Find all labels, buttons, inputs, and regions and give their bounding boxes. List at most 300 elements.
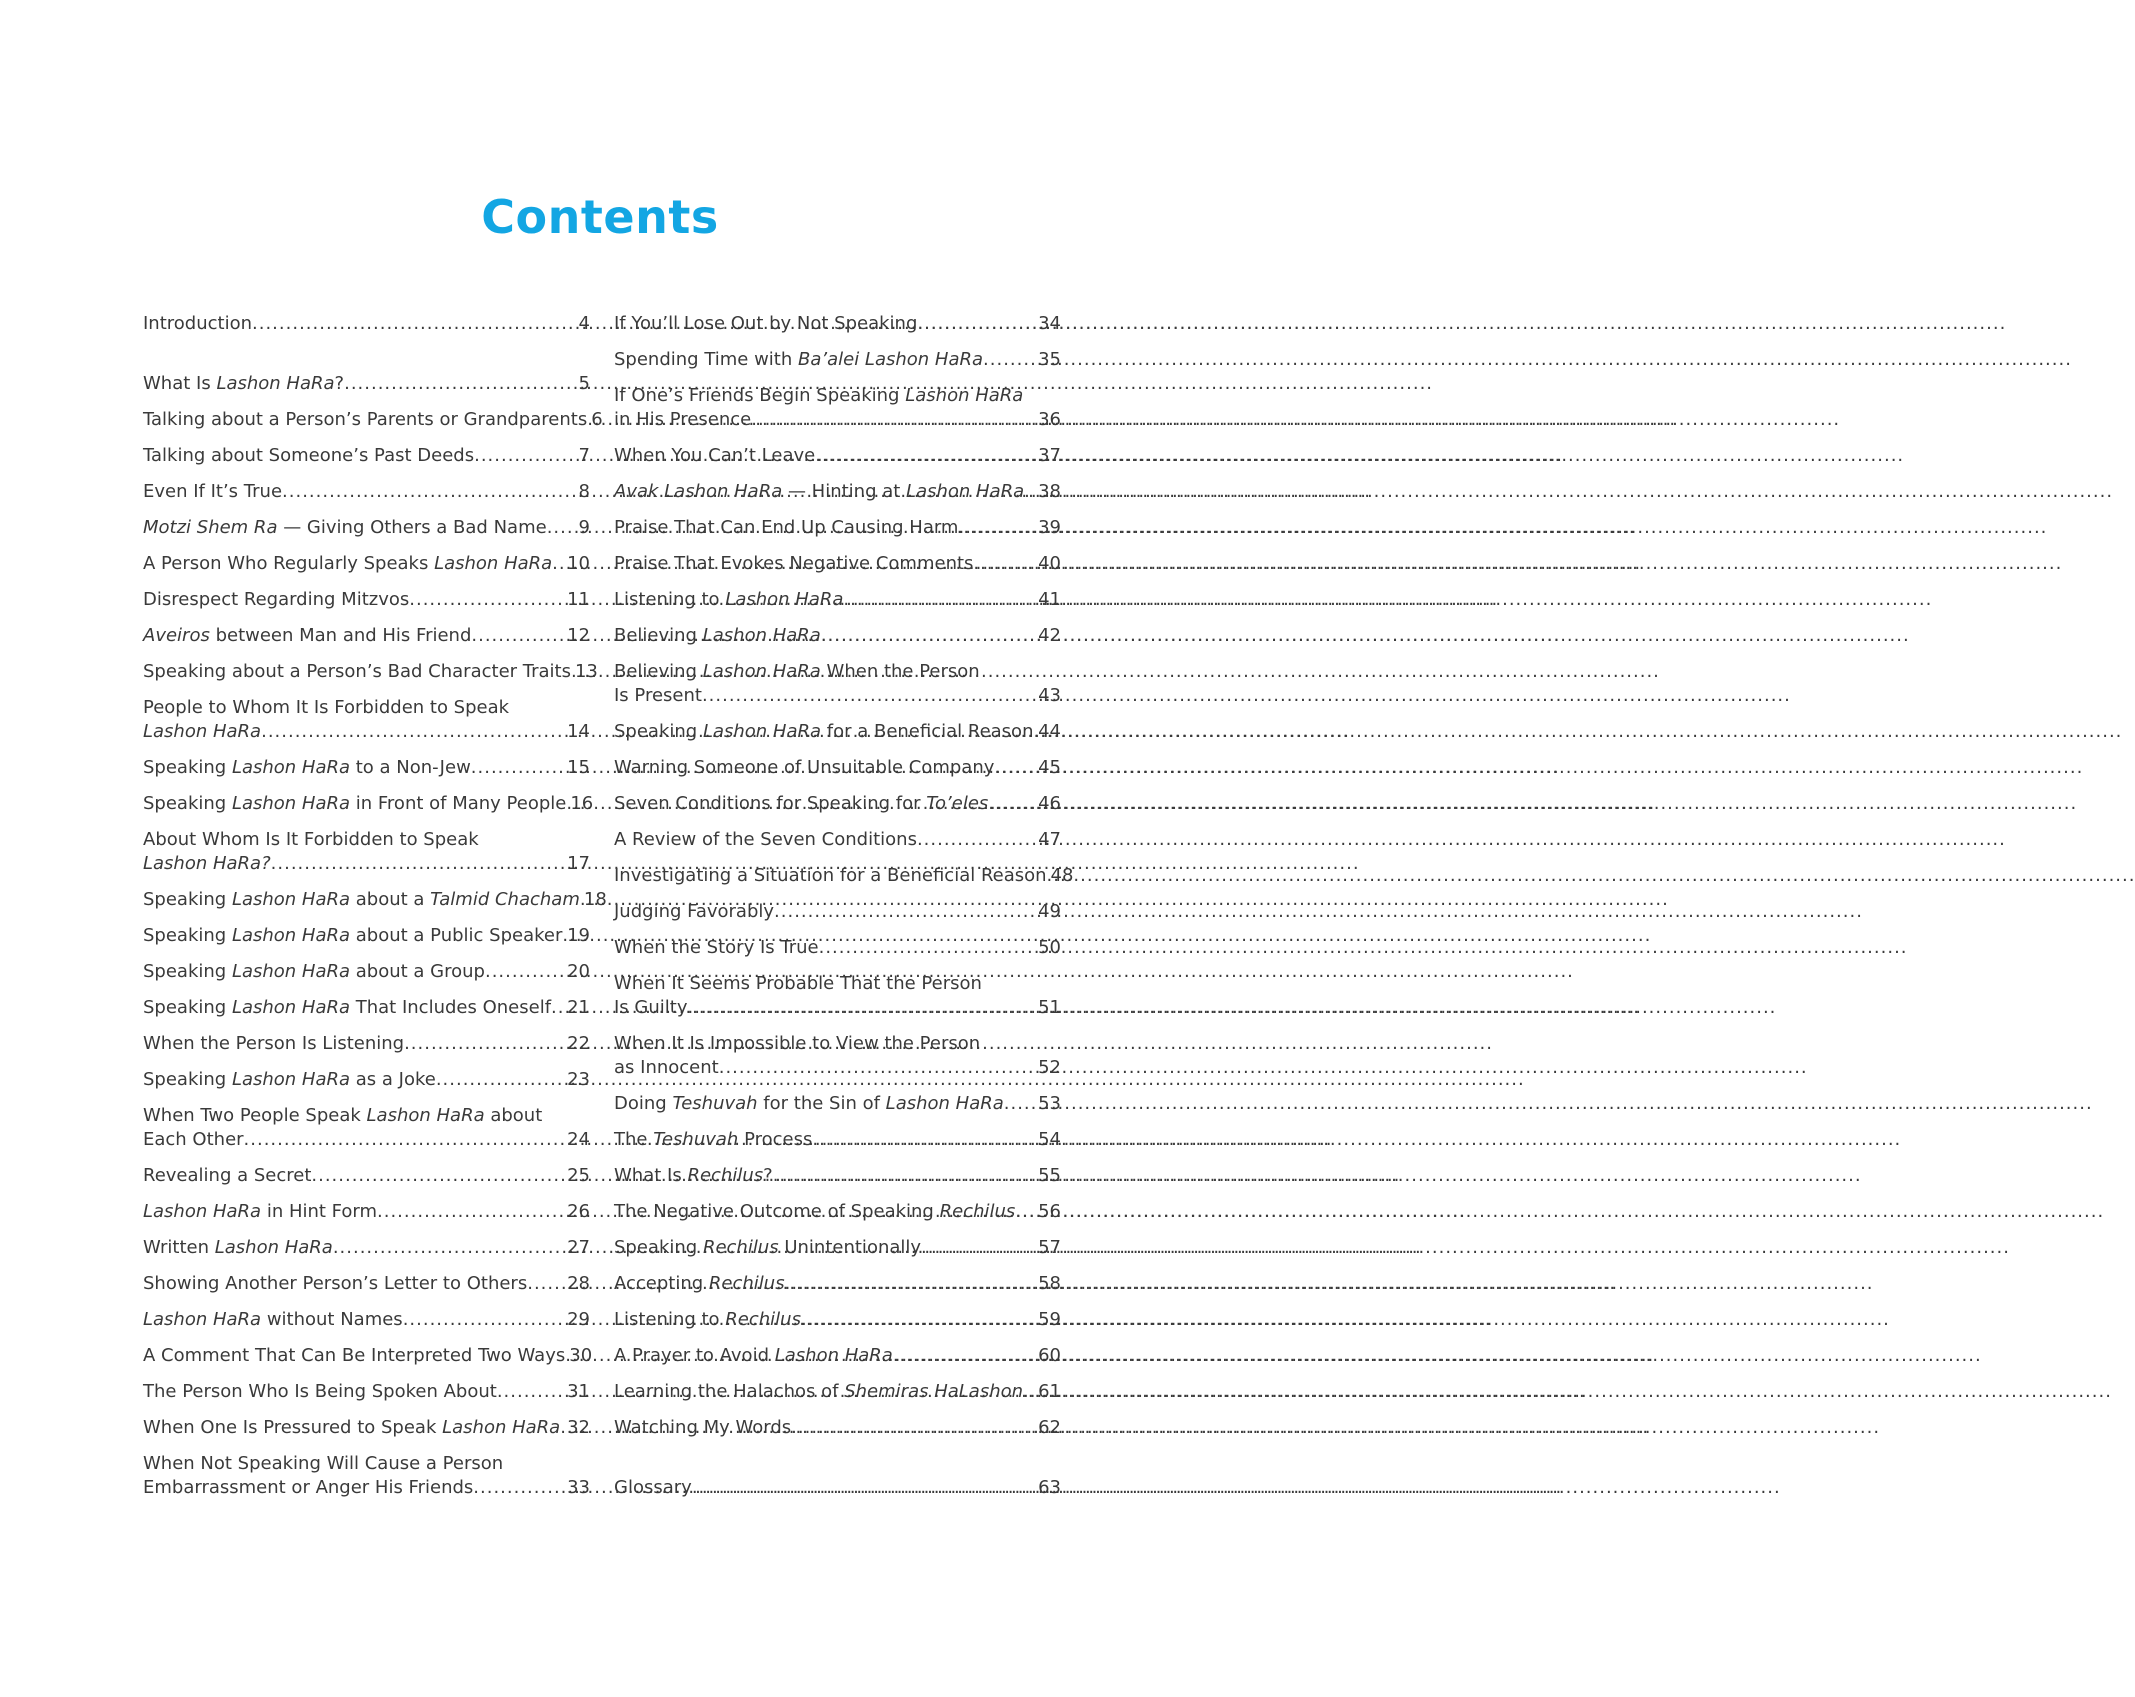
entry-title [143,852,271,876]
entry-title [143,480,282,504]
entry-line [614,1056,1061,1080]
entry-title-text: Learning the Halachos of [614,1381,845,1402]
entry-title-text: Doing [614,1093,673,1114]
page-number: 27 [567,1237,590,1258]
toc-entry[interactable] [614,1476,1061,1500]
toc-entry[interactable] [143,408,603,432]
dot-leader [773,1164,1038,1188]
toc-entry[interactable] [614,384,1061,432]
page-number: 61 [1038,1381,1061,1402]
toc-left-column [143,312,607,1512]
entry-line [143,1236,590,1260]
dot-leader [344,372,578,396]
entry-title-italic: Lashon HaRa [885,1093,1004,1114]
page-number: 35 [1038,349,1061,370]
entry-title-text: Speaking [143,997,232,1018]
dot-leader [843,588,1038,612]
entry-title-italic: Lashon HaRa [231,757,351,778]
toc-entry[interactable] [143,660,598,684]
toc-entry[interactable] [143,792,594,816]
toc-entry[interactable] [143,1416,590,1440]
entry-title-text: — Hinting at [782,481,907,502]
entry-title-text: When the Person Is Listening [143,1033,405,1054]
entry-title [143,1416,560,1440]
toc-entry[interactable] [614,828,1061,852]
dot-leader [552,552,567,576]
entry-title [143,444,474,468]
toc-entry[interactable] [143,924,590,948]
toc-entry[interactable] [614,1200,1061,1224]
entry-title-text: Speaking [143,925,232,946]
page-number: 25 [567,1165,590,1186]
entry-title-italic: Teshuvah [653,1129,739,1150]
entry-title [614,1344,893,1368]
toc-entry[interactable] [614,1164,1061,1188]
entry-title-text: Warning Someone of Unsuitable Company [614,757,995,778]
page-number: 60 [1038,1345,1061,1366]
toc-entry[interactable] [143,1308,590,1332]
toc-entry[interactable] [614,480,1061,504]
entry-line [614,792,1061,816]
dot-leader [821,624,1038,648]
entry-line [143,792,594,816]
toc-right-column [614,312,1074,1512]
entry-line [614,756,1061,780]
toc-entry[interactable] [143,1068,590,1092]
entry-line [143,1380,590,1404]
page-number: 23 [567,1069,590,1090]
entry-title-text: Speaking [143,793,232,814]
entry-title [614,1128,812,1152]
entry-title-text: Each Other [143,1129,244,1150]
entry-title-text: as Innocent [614,1057,719,1078]
page-number: 4 [578,313,590,334]
toc-entry[interactable] [143,1236,590,1260]
entry-title [614,444,815,468]
toc-entry[interactable] [143,996,590,1020]
toc-entry[interactable] [143,888,607,912]
entry-title-text: between Man and His Friend [209,625,472,646]
page-number: 16 [570,793,594,814]
dot-leader [819,936,1039,960]
toc-entry[interactable] [614,936,1061,960]
entry-title-text: about a Public Speaker [350,925,563,946]
entry-title-italic: Lashon HaRa [216,373,335,394]
toc-entry[interactable] [614,1272,1061,1296]
entry-line [614,516,1061,540]
entry-title [143,828,479,852]
entry-title-text: When the Story Is True [614,937,819,958]
entry-title [614,1476,692,1500]
page-number: 9 [578,517,590,538]
dot-leader [988,792,1038,816]
toc-entry[interactable] [614,516,1061,540]
entry-title-italic: Lashon HaRa [143,1201,262,1222]
toc-entry[interactable] [614,552,1061,576]
entry-title-text: That Includes Oneself [350,997,552,1018]
page-number: 13 [574,661,598,682]
toc-entry[interactable] [614,588,1061,612]
entry-line [614,1128,1061,1152]
entry-first-line [614,384,1061,408]
dot-leader [261,720,567,744]
entry-title-text: in Front of Many People [350,793,567,814]
page-number: 18 [583,889,607,910]
page-number: 19 [567,925,590,946]
entry-title [614,1380,1023,1404]
entry-title [614,624,821,648]
dot-leader [560,1416,567,1440]
dot-leader [252,312,579,336]
entry-title-text: When It Seems Probable That the Person [614,973,982,994]
entry-title-text: Introduction [143,313,253,334]
dot-leader [485,960,567,984]
toc-entry[interactable] [143,696,590,744]
page-number: 7 [578,445,590,466]
toc-entry[interactable] [143,312,590,336]
page-number: 54 [1038,1129,1061,1150]
toc-entry[interactable] [143,756,590,780]
toc-entry[interactable] [614,864,1074,888]
entry-title-text: Praise That Evokes Negative Comments [614,553,974,574]
toc-entry[interactable] [614,1128,1061,1152]
toc-entry[interactable] [143,1032,590,1056]
entry-line [143,444,590,468]
dot-leader [271,852,567,876]
entry-title-text: Talking about a Person’s Parents or Grandparents [143,409,588,430]
entry-title-text: What Is [614,1165,688,1186]
entry-title [614,312,917,336]
entry-title [143,1452,503,1476]
toc-entry[interactable] [143,480,590,504]
entry-line [614,936,1061,960]
dot-leader [471,624,567,648]
entry-title-text: Speaking [614,1237,703,1258]
page-number: 47 [1038,829,1061,850]
entry-title-text: When It Is Impossible to View the Person [614,1033,981,1054]
entry-first-line [143,1452,590,1476]
entry-title-text: Even If It’s True [143,481,283,502]
toc-entry[interactable] [143,516,590,540]
toc-entry[interactable] [143,1104,590,1152]
entry-title [143,1128,244,1152]
dot-leader [547,516,579,540]
entry-title [614,1164,773,1188]
entry-line [614,1380,1061,1404]
page-number: 6 [591,409,603,430]
entry-line [143,1476,590,1500]
toc-entry[interactable] [143,588,590,612]
entry-title-text: A Comment That Can Be Interpreted Two Ways [143,1345,566,1366]
dot-leader [702,684,1038,708]
toc-entry[interactable] [143,372,590,396]
toc-entry[interactable] [614,972,1061,1020]
entry-title-text: The Person Who Is Being Spoken About [143,1381,497,1402]
entry-title [614,660,980,684]
entry-title-text: When Two People Speak [143,1105,367,1126]
toc-entry[interactable] [143,1272,590,1296]
entry-first-line [143,1104,590,1128]
dot-leader [244,1128,568,1152]
entry-title-italic: Rechilus [687,1165,764,1186]
entry-title [143,624,471,648]
page-number: 51 [1038,997,1061,1018]
dot-leader [958,516,1038,540]
entry-line [614,588,1061,612]
entry-title-italic: To’eles [926,793,989,814]
entry-title-italic: Lashon HaRa [143,721,262,742]
dot-leader [719,1056,1038,1080]
entry-first-line [614,972,1061,996]
entry-line [614,1416,1061,1440]
page-number: 14 [567,721,590,742]
entry-title-text: Disrespect Regarding Mitzvos [143,589,410,610]
toc-entry[interactable] [614,900,1061,924]
entry-title [614,1032,980,1056]
entry-line [143,1344,593,1368]
toc-entry[interactable] [143,960,590,984]
dot-leader [403,1308,567,1332]
entry-first-line [614,660,1061,684]
toc-entry[interactable] [614,792,1061,816]
toc-entry[interactable] [614,1344,1061,1368]
entry-title-italic: Rechilus [702,1237,779,1258]
entry-title [143,792,566,816]
toc-entry[interactable] [614,1236,1061,1260]
toc-entry[interactable] [143,624,590,648]
page-number: 62 [1038,1417,1061,1438]
entry-first-line [143,696,590,720]
toc-entry[interactable] [143,444,590,468]
entry-line [614,1308,1061,1332]
entry-title-text: Speaking [143,1069,232,1090]
entry-title-text: What Is [143,373,217,394]
entry-title [143,1380,497,1404]
entry-line [614,1092,1061,1116]
toc-entry[interactable] [143,1200,590,1224]
toc-entry[interactable] [143,1164,590,1188]
entry-title-text: ? [334,373,345,394]
entry-title-italic: Lashon HaRa [442,1417,561,1438]
entry-title [614,1272,785,1296]
entry-title-text: When One Is Pressured to Speak [143,1417,443,1438]
dot-leader [404,1032,567,1056]
entry-title-italic: Lashon HaRa [231,925,351,946]
entry-title [614,792,988,816]
entry-title [614,1092,1004,1116]
entry-title-text: Showing Another Person’s Letter to Others [143,1273,528,1294]
entry-title-text: Is Guilty [614,997,688,1018]
dot-leader [1015,1200,1038,1224]
entry-title [143,720,261,744]
entry-title [143,696,509,720]
toc-entry[interactable] [614,312,1061,336]
page-number: 55 [1038,1165,1061,1186]
entry-title-text: Listening to [614,1309,726,1330]
page-number: 40 [1038,553,1061,574]
dot-leader [791,1416,1038,1440]
entry-line [143,852,590,876]
entry-title-text: Speaking [143,961,232,982]
page-number: 28 [567,1273,590,1294]
entry-title [614,516,958,540]
toc-entry[interactable] [614,1308,1061,1332]
page-title: Contents [481,190,719,244]
entry-line [143,408,603,432]
page-number: 52 [1038,1057,1061,1078]
entry-title-text: People to Whom It Is Forbidden to Speak [143,697,510,718]
toc-entry[interactable] [614,756,1061,780]
entry-line [143,1164,590,1188]
entry-title [143,1344,565,1368]
entry-title [143,312,252,336]
entry-title [614,1416,791,1440]
toc-entry[interactable] [614,1092,1061,1116]
entry-title-text: — Giving Others a Bad Name [277,517,547,538]
toc-entry[interactable] [614,348,1061,372]
entry-line [614,1476,1061,1500]
entry-title-italic: Lashon HaRa [905,385,1024,406]
entry-title [614,384,1023,408]
entry-title-italic: Lashon HaRa [725,589,844,610]
entry-line [143,1272,590,1296]
entry-line [614,1344,1061,1368]
entry-title [143,1068,436,1092]
entry-title [143,516,547,540]
page-number: 44 [1038,721,1061,742]
entry-line [143,1200,590,1224]
toc-entry[interactable] [614,624,1061,648]
entry-title-text: When You Can’t Leave [614,445,816,466]
entry-title-italic: Avak Lashon HaRa [614,481,783,502]
page-number: 45 [1038,757,1061,778]
entry-title-text: Praise That Can End Up Causing Harm [614,517,959,538]
dot-leader [983,348,1038,372]
entry-title [143,1476,473,1500]
entry-title-text: as a Joke [350,1069,436,1090]
toc-entry[interactable] [143,1380,590,1404]
dot-leader [282,480,579,504]
page-number: 41 [1038,589,1061,610]
entry-title [143,408,587,432]
dot-leader [474,444,578,468]
entry-title [614,1056,719,1080]
page-number: 5 [578,373,590,394]
page-number: 49 [1038,901,1061,922]
entry-title-italic: Lashon HaRa [231,961,351,982]
page-number: 22 [567,1033,590,1054]
entry-title-text: When the Person [820,661,980,682]
dot-leader [801,1308,1038,1332]
entry-line [614,1164,1061,1188]
entry-line [143,996,590,1020]
entry-title-text: in His Presence [614,409,752,430]
entry-title-italic: Lashon HaRa [702,661,821,682]
entry-title-italic: Motzi Shem Ra [143,517,278,538]
entry-line [143,756,590,780]
entry-title [614,996,687,1020]
dot-leader [815,444,1038,468]
page-number: 34 [1038,313,1061,334]
page-number: 33 [567,1477,590,1498]
entry-title [143,552,552,576]
toc-entry[interactable] [143,1452,590,1500]
page-number: 24 [567,1129,590,1150]
entry-title [143,660,571,684]
entry-line [143,1032,590,1056]
entry-line [614,624,1061,648]
entry-line [143,516,590,540]
entry-title [614,936,819,960]
toc-entry[interactable] [614,444,1061,468]
entry-title-text: Talking about Someone’s Past Deeds [143,445,475,466]
page-number: 57 [1038,1237,1061,1258]
entry-title-italic: Talmid Chacham [430,889,580,910]
page-number: 46 [1038,793,1061,814]
entry-title-text: in Hint Form [261,1201,378,1222]
dot-leader [994,756,1038,780]
toc-entry[interactable] [614,660,1061,708]
dot-leader [527,1272,567,1296]
toc-entry[interactable] [614,1032,1061,1080]
entry-first-line [614,1032,1061,1056]
entry-title-text: About Whom Is It Forbidden to Speak [143,829,479,850]
page-number: 20 [567,961,590,982]
dot-leader [377,1200,567,1224]
entry-title [143,756,471,780]
entry-title-italic: Aveiros [143,625,210,646]
entry-title-text: If One’s Friends Begin Speaking [614,385,906,406]
entry-title-italic: Lashon HaRa [143,1309,262,1330]
entry-title-italic: Shemiras HaLashon [844,1381,1024,1402]
entry-title-text: Listening to [614,589,726,610]
entry-line [143,312,590,336]
entry-title-italic: Rechilus [708,1273,785,1294]
entry-title-text: Investigating a Situation for a Beneficial Reason [614,865,1047,886]
entry-line [614,348,1061,372]
toc-entry[interactable] [614,720,1061,744]
page-number: 10 [567,553,590,574]
page-number: 31 [567,1381,590,1402]
page-number: 30 [569,1345,593,1366]
dot-leader [785,1272,1039,1296]
toc-entry[interactable] [143,1344,593,1368]
page-number: 39 [1038,517,1061,538]
entry-title [614,588,843,612]
entry-title [614,1200,1015,1224]
entry-line [143,552,590,576]
entry-title-text: A Prayer to Avoid [614,1345,775,1366]
page-number: 11 [567,589,590,610]
entry-title [143,996,551,1020]
page-number: 63 [1038,1477,1061,1498]
dot-leader [1004,1092,1038,1116]
entry-title-text: Unintentionally [778,1237,922,1258]
page-number: 36 [1038,409,1061,430]
toc-entry[interactable] [143,828,590,876]
entry-title-italic: Ba’alei Lashon HaRa [798,349,984,370]
entry-title-italic: Lashon HaRa [434,553,553,574]
entry-title [614,480,1024,504]
dot-leader [917,828,1038,852]
entry-title-italic: Lashon HaRa [231,793,351,814]
toc-entry[interactable] [143,552,590,576]
toc-entry[interactable] [614,1380,1061,1404]
entry-line [143,888,607,912]
toc-entry[interactable] [614,1416,1061,1440]
page-number: 26 [567,1201,590,1222]
dot-leader [333,1236,567,1260]
